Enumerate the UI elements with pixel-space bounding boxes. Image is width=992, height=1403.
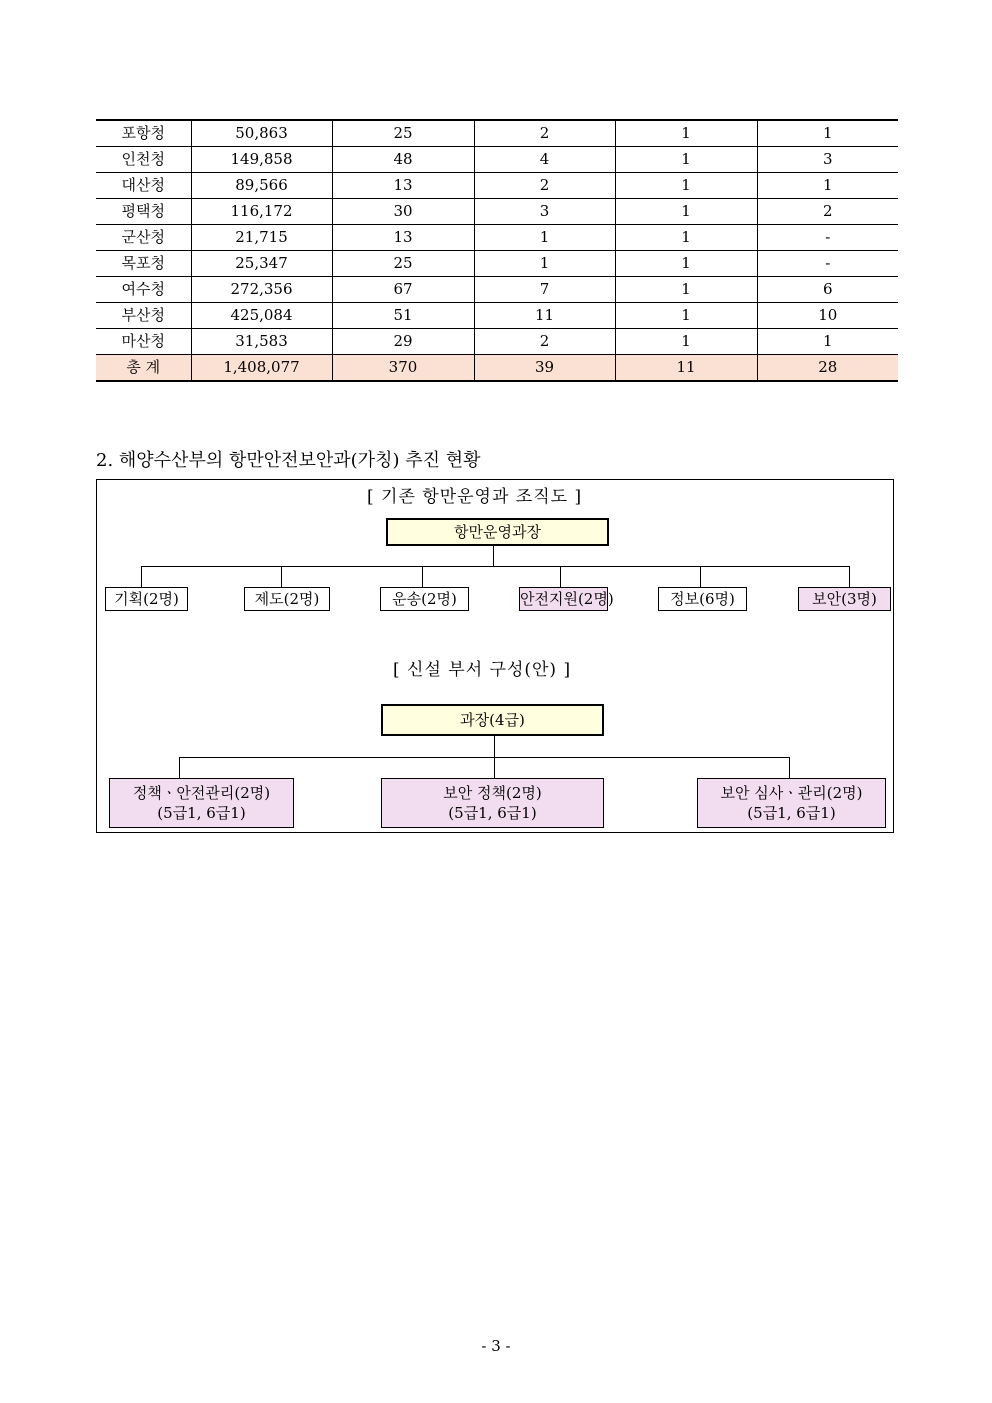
new-head-box: 과장(4급) <box>381 704 604 736</box>
table-cell: 1 <box>757 329 898 355</box>
table-cell: 1 <box>757 120 898 147</box>
new-unit-grade: (5급1, 6급1) <box>747 804 836 822</box>
table-cell: 1 <box>615 225 757 251</box>
table-cell: 67 <box>332 277 474 303</box>
table-cell: 2 <box>474 173 615 199</box>
table-cell: 29 <box>332 329 474 355</box>
unit-security: 보안(3명) <box>798 587 891 611</box>
table-cell: 1 <box>474 251 615 277</box>
new-unit-policy-safety <box>109 778 294 828</box>
connector-line <box>141 566 142 587</box>
section-heading: 2. 해양수산부의 항만안전보안과(가칭) 추진 현황 <box>96 450 481 471</box>
unit-transport: 운송(2명) <box>380 587 469 611</box>
table-cell: 대산청 <box>96 173 191 199</box>
table-cell: 89,566 <box>191 173 332 199</box>
table-cell: 39 <box>474 355 615 382</box>
new-unit-grade: (5급1, 6급1) <box>157 804 246 822</box>
table-cell: - <box>757 251 898 277</box>
table-cell: 51 <box>332 303 474 329</box>
table-cell: 25,347 <box>191 251 332 277</box>
unit-planning: 기획(2명) <box>105 587 188 611</box>
org-chart-frame <box>96 479 894 833</box>
table-cell: 116,172 <box>191 199 332 225</box>
table-row <box>96 120 898 147</box>
table-cell: 포항청 <box>96 120 191 147</box>
new-unit-name: 보안 정책(2명) <box>443 784 542 802</box>
table-cell: 1 <box>474 225 615 251</box>
connector-line <box>494 736 495 758</box>
total-row <box>96 355 898 382</box>
table-cell: - <box>757 225 898 251</box>
table-cell: 1 <box>615 147 757 173</box>
table-cell: 2 <box>474 329 615 355</box>
table-row <box>96 147 898 173</box>
connector-line <box>494 757 495 778</box>
table-cell: 425,084 <box>191 303 332 329</box>
connector-line <box>493 546 494 567</box>
table-cell: 30 <box>332 199 474 225</box>
new-unit-security-policy <box>381 778 604 828</box>
table-row <box>96 277 898 303</box>
table-cell: 1 <box>615 277 757 303</box>
table-cell: 25 <box>332 120 474 147</box>
new-unit-grade: (5급1, 6급1) <box>448 804 537 822</box>
table-cell: 11 <box>474 303 615 329</box>
table-cell: 48 <box>332 147 474 173</box>
new-unit-name: 정책ㆍ안전관리(2명) <box>132 784 271 802</box>
connector-line <box>281 566 282 587</box>
table-cell: 평택청 <box>96 199 191 225</box>
table-cell: 2 <box>474 120 615 147</box>
table-cell: 군산청 <box>96 225 191 251</box>
table-cell: 3 <box>757 147 898 173</box>
unit-information: 정보(6명) <box>658 587 747 611</box>
table-cell: 1 <box>615 329 757 355</box>
table-cell: 13 <box>332 225 474 251</box>
table-cell: 6 <box>757 277 898 303</box>
table-cell: 인천청 <box>96 147 191 173</box>
table-cell: 10 <box>757 303 898 329</box>
unit-system: 제도(2명) <box>244 587 330 611</box>
table-row <box>96 173 898 199</box>
table-row <box>96 199 898 225</box>
connector-line <box>560 566 561 587</box>
unit-safety-support: 안전지원(2명) <box>519 587 608 611</box>
table-cell: 목포청 <box>96 251 191 277</box>
table-cell: 3 <box>474 199 615 225</box>
table-cell: 부산청 <box>96 303 191 329</box>
new-chart-title: [ 신설 부서 구성(안) ] <box>393 660 572 680</box>
table-cell: 25 <box>332 251 474 277</box>
table-cell: 1 <box>615 120 757 147</box>
table-cell: 21,715 <box>191 225 332 251</box>
table-cell: 1 <box>615 251 757 277</box>
stats-table <box>96 119 898 382</box>
new-unit-name: 보안 심사ㆍ관리(2명) <box>720 784 863 802</box>
table-cell: 1 <box>757 173 898 199</box>
connector-line <box>789 757 790 778</box>
table-cell: 1 <box>615 173 757 199</box>
table-cell: 31,583 <box>191 329 332 355</box>
table-cell: 2 <box>757 199 898 225</box>
table-cell: 149,858 <box>191 147 332 173</box>
table-cell: 13 <box>332 173 474 199</box>
table-cell: 총 계 <box>96 355 191 382</box>
existing-chart-title: [ 기존 항만운영과 조직도 ] <box>367 487 583 507</box>
connector-line <box>849 566 850 587</box>
table-cell: 272,356 <box>191 277 332 303</box>
connector-line <box>700 566 701 587</box>
table-cell: 1 <box>615 199 757 225</box>
table-row <box>96 225 898 251</box>
existing-head-box: 항만운영과장 <box>386 518 609 546</box>
table-cell: 50,863 <box>191 120 332 147</box>
table-cell: 1 <box>615 303 757 329</box>
table-row <box>96 329 898 355</box>
table-cell: 7 <box>474 277 615 303</box>
table-cell: 4 <box>474 147 615 173</box>
page-number: - 3 - <box>481 1337 511 1355</box>
table-cell: 1,408,077 <box>191 355 332 382</box>
connector-line <box>179 757 180 778</box>
table-cell: 11 <box>615 355 757 382</box>
connector-line <box>179 757 790 758</box>
table-cell: 마산청 <box>96 329 191 355</box>
table-cell: 여수청 <box>96 277 191 303</box>
connector-line <box>141 566 850 567</box>
table-row <box>96 303 898 329</box>
new-unit-security-review <box>697 778 886 828</box>
table-row <box>96 251 898 277</box>
table-cell: 28 <box>757 355 898 382</box>
connector-line <box>422 566 423 587</box>
table-cell: 370 <box>332 355 474 382</box>
